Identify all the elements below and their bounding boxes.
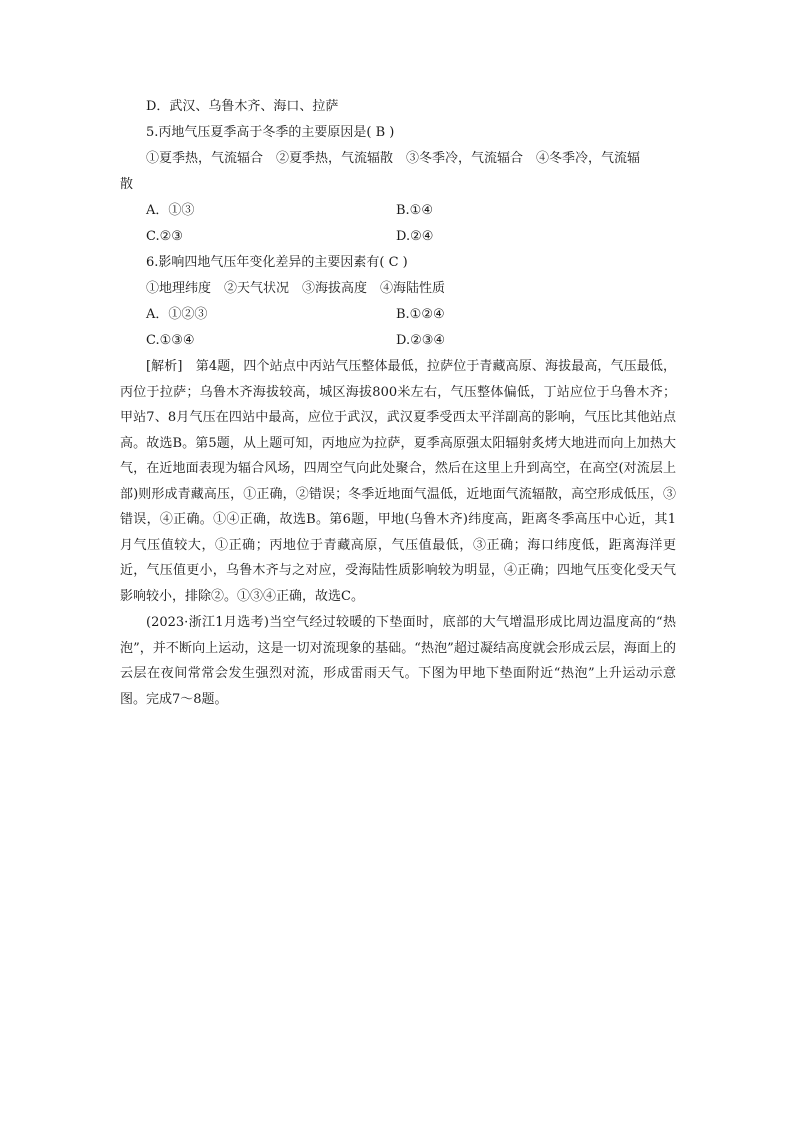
q5-choices-line2: 散 [120,177,134,192]
q6-option-b: B.①②④ [396,307,445,322]
q6-choices: ①地理纬度 ②天气状况 ③海拔高度 ④海陆性质 [146,281,446,296]
analysis-paragraph: [解析] 第4题，四个站点中丙站气压整体最低，拉萨位于青藏高原、海拔最高，气压最低，丙位于拉萨；乌鲁木齐海拔较高，城区海拔800米左右，气压整体偏低，丁站应位于乌鲁木齐；甲站7、8月气压在四站中最高，应位于武汉，武汉夏季受西太平洋副高的影响，气压比其他站点高。故选B。第5题，从上题可知，丙地应为拉萨，夏季高原强太阳辐射炙烤大地进而向上加热大气，在近地面表现为辐合风场，四周空气向此处聚合，然后在这里上升到高空，在高空(对流层上部)则形成青藏高压，①正确，②错误；冬季近地面气温低，近地面气流辐散，高空形成低压，③错误，④正确。①④正确，故选B。第6题，甲地(乌鲁木齐)纬度高，距离冬季高压中心近，其1月气压值较大，①正确；丙地位于青藏高原，气压值最低，③正确；海口纬度低，距离海洋更近，气压值更小，乌鲁木齐与之对应，受海陆性质影响较为明显，④正确；四地气压变化受天气影响较小，排除②。①③④正确，故选C。 [120,359,676,604]
q5-option-c: C.②③ [146,229,183,244]
q5-options-row2 [120,224,676,250]
q6-option-d: D.②③④ [396,333,446,348]
q5-option-d: D.②④ [396,229,434,244]
q5-option-a: A．①③ [146,203,195,218]
page-content [120,94,676,712]
q6-stem: 6.影响四地气压年变化差异的主要因素有( C ) [146,255,408,270]
q6-options-row2 [120,328,676,354]
intro-paragraph: (2023·浙江1月选考)当空气经过较暖的下垫面时，底部的大气增温形成比周边温度高的“热泡”，并不断向上运动，这是一切对流现象的基础。“热泡”超过凝结高度就会形成云层，海面上的云层在夜间常常会发生强烈对流，形成雷雨天气。下图为甲地下垫面附近“热泡”上升运动示意图。完成7～8题。 [120,615,676,707]
q5-option-b: B.①④ [396,203,433,218]
q6-options-row1 [120,302,676,328]
q5-stem: 5.丙地气压夏季高于冬季的主要原因是( B ) [146,125,395,140]
q5-options-row1 [120,198,676,224]
q5-choices-line1: ①夏季热，气流辐合 ②夏季热，气流辐散 ③冬季冷，气流辐合 ④冬季冷，气流辐 [146,151,641,166]
q4-option-d: D．武汉、乌鲁木齐、海口、拉萨 [146,99,339,114]
q6-option-a: A．①②③ [146,307,208,322]
q6-option-c: C.①③④ [146,333,195,348]
